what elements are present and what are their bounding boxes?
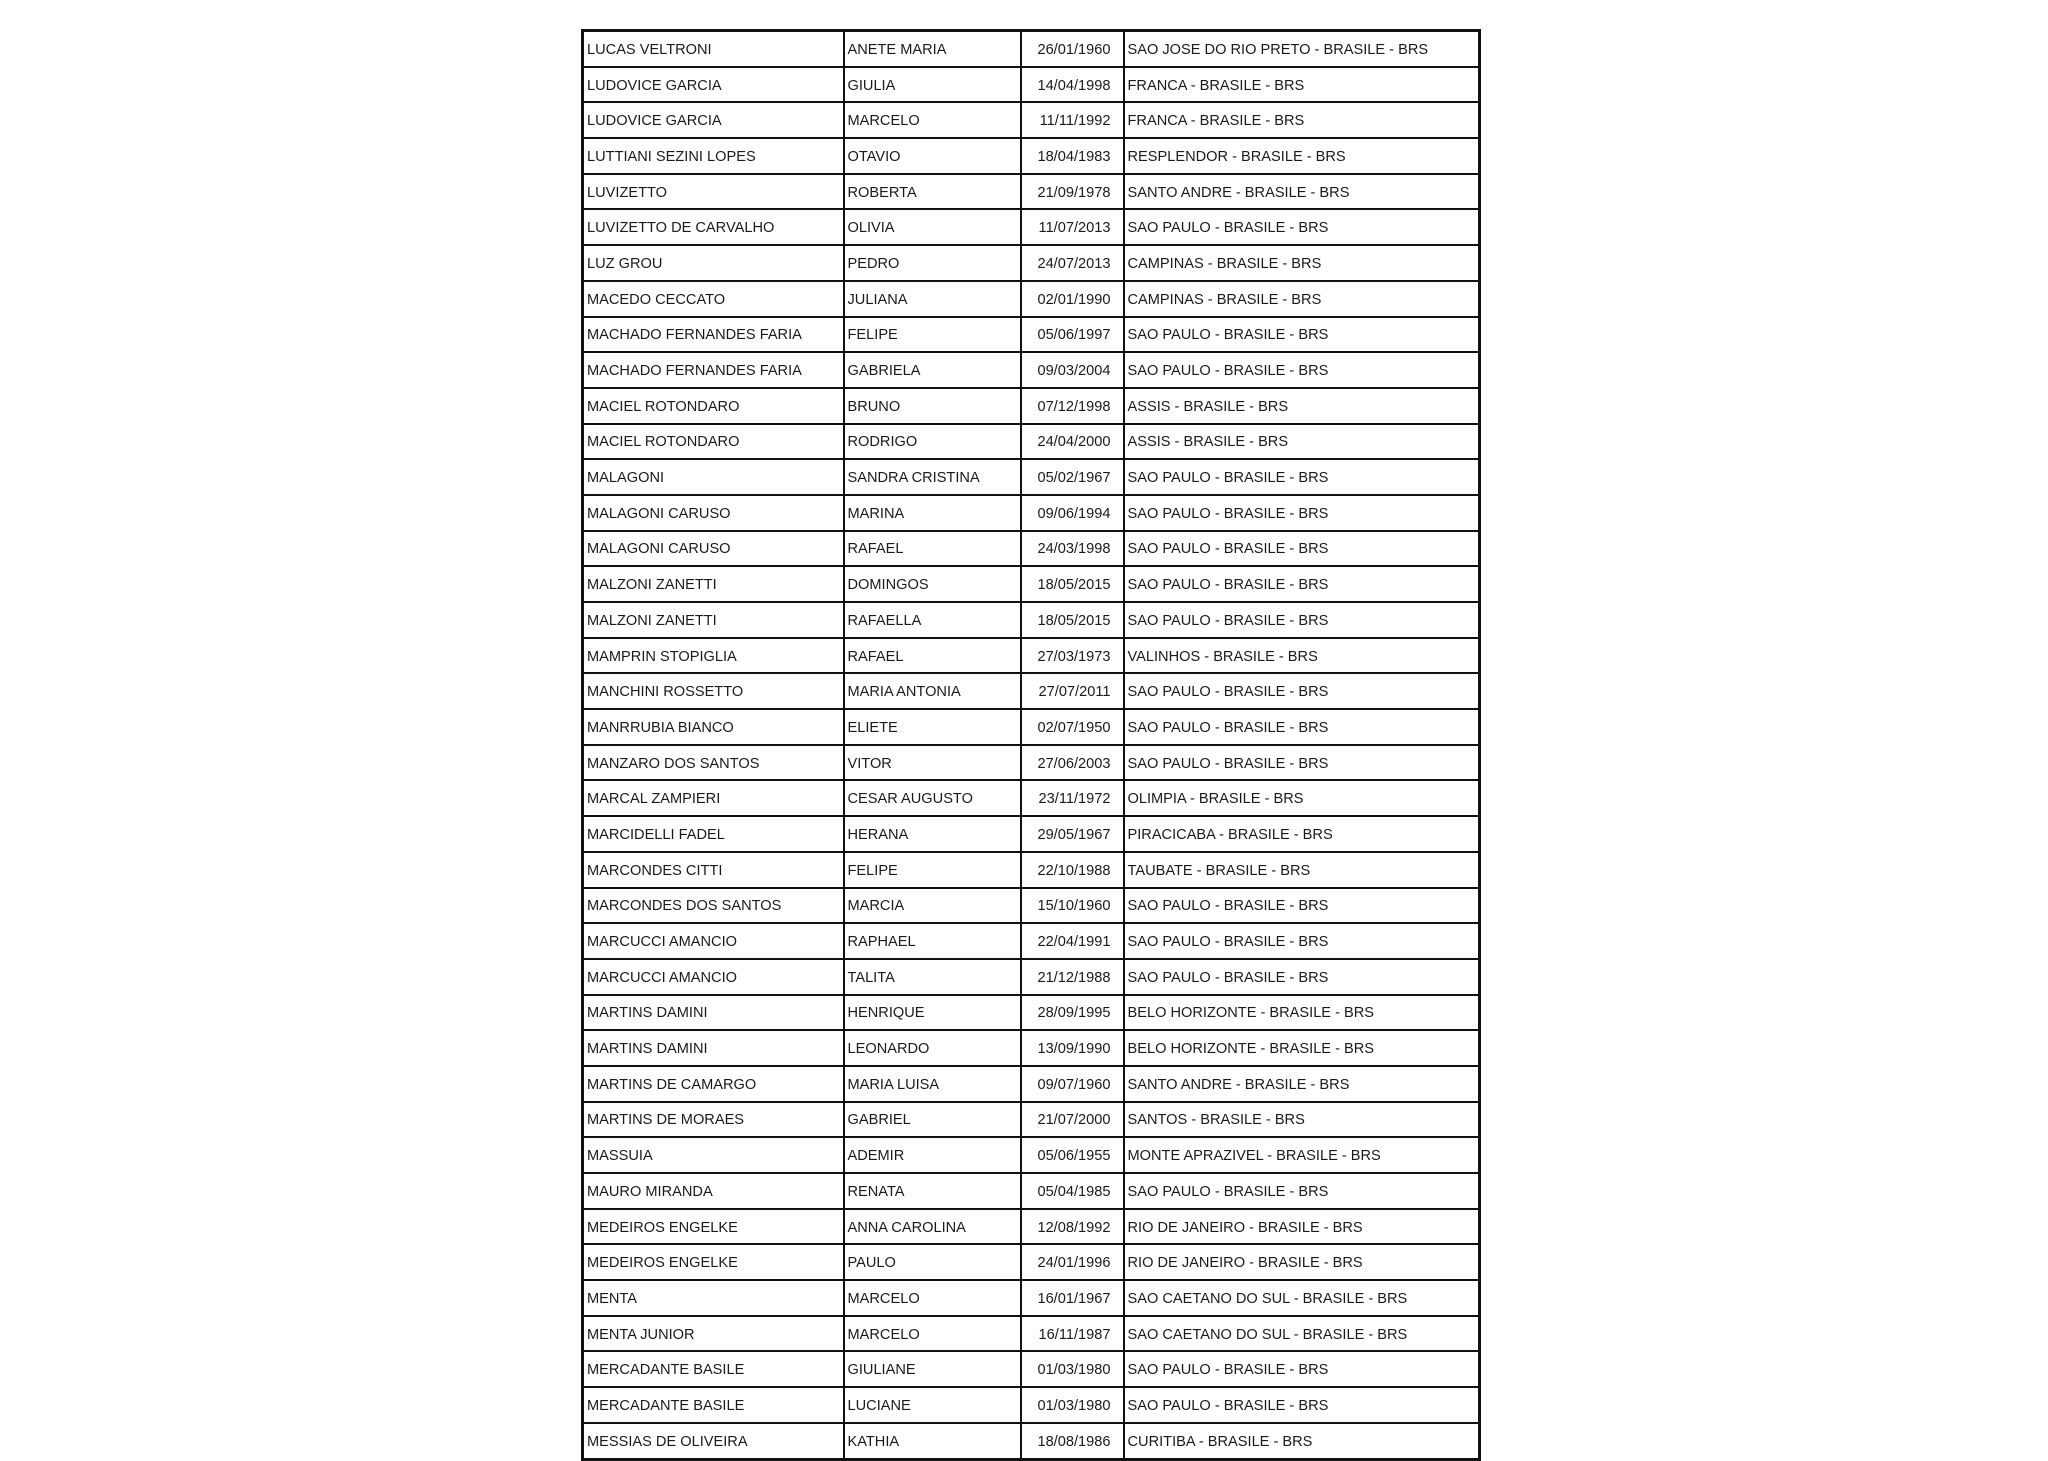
given-name-cell: FELIPE: [844, 317, 1021, 353]
birth-date-cell: 15/10/1960: [1021, 888, 1124, 924]
birth-date-cell: 22/04/1991: [1021, 923, 1124, 959]
table-row: [583, 1280, 1480, 1316]
surname-cell: MALAGONI: [583, 459, 844, 495]
surname-cell: MARCUCCI AMANCIO: [583, 959, 844, 995]
surname-cell: LUVIZETTO DE CARVALHO: [583, 209, 844, 245]
table-row: [583, 352, 1480, 388]
given-name-cell: MARCIA: [844, 888, 1021, 924]
birth-date-cell: 18/05/2015: [1021, 566, 1124, 602]
given-name-cell: ADEMIR: [844, 1137, 1021, 1173]
birthplace-cell: SAO PAULO - BRASILE - BRS: [1124, 531, 1480, 567]
birthplace-cell: FRANCA - BRASILE - BRS: [1124, 102, 1480, 138]
birth-date-cell: 14/04/1998: [1021, 67, 1124, 103]
birth-date-cell: 27/07/2011: [1021, 673, 1124, 709]
birth-date-cell: 27/06/2003: [1021, 745, 1124, 781]
table-row: [583, 852, 1480, 888]
birth-date-cell: 02/07/1950: [1021, 709, 1124, 745]
birthplace-cell: CAMPINAS - BRASILE - BRS: [1124, 281, 1480, 317]
given-name-cell: MARCELO: [844, 1316, 1021, 1352]
birthplace-cell: CURITIBA - BRASILE - BRS: [1124, 1423, 1480, 1459]
birth-date-cell: 18/05/2015: [1021, 602, 1124, 638]
given-name-cell: BRUNO: [844, 388, 1021, 424]
given-name-cell: MARIA LUISA: [844, 1066, 1021, 1102]
birthplace-cell: SAO PAULO - BRASILE - BRS: [1124, 745, 1480, 781]
birthplace-cell: OLIMPIA - BRASILE - BRS: [1124, 780, 1480, 816]
given-name-cell: MARIA ANTONIA: [844, 673, 1021, 709]
birthplace-cell: SAO PAULO - BRASILE - BRS: [1124, 888, 1480, 924]
surname-cell: MEDEIROS ENGELKE: [583, 1209, 844, 1245]
birth-date-cell: 27/03/1973: [1021, 638, 1124, 674]
birth-date-cell: 21/12/1988: [1021, 959, 1124, 995]
table-row: [583, 138, 1480, 174]
table-row: [583, 1030, 1480, 1066]
surname-cell: LUDOVICE GARCIA: [583, 67, 844, 103]
table-row: [583, 209, 1480, 245]
birth-date-cell: 12/08/1992: [1021, 1209, 1124, 1245]
birth-date-cell: 11/07/2013: [1021, 209, 1124, 245]
birth-date-cell: 23/11/1972: [1021, 780, 1124, 816]
given-name-cell: MARCELO: [844, 102, 1021, 138]
given-name-cell: OTAVIO: [844, 138, 1021, 174]
surname-cell: MALZONI ZANETTI: [583, 566, 844, 602]
surname-cell: MARTINS DE MORAES: [583, 1102, 844, 1138]
surname-cell: MASSUIA: [583, 1137, 844, 1173]
birthplace-cell: SAO PAULO - BRASILE - BRS: [1124, 1351, 1480, 1387]
birthplace-cell: SAO PAULO - BRASILE - BRS: [1124, 673, 1480, 709]
surname-cell: MENTA JUNIOR: [583, 1316, 844, 1352]
birthplace-cell: SAO PAULO - BRASILE - BRS: [1124, 709, 1480, 745]
given-name-cell: VITOR: [844, 745, 1021, 781]
surname-cell: MESSIAS DE OLIVEIRA: [583, 1423, 844, 1459]
birthplace-cell: SAO PAULO - BRASILE - BRS: [1124, 566, 1480, 602]
given-name-cell: JULIANA: [844, 281, 1021, 317]
given-name-cell: RAFAEL: [844, 531, 1021, 567]
birth-date-cell: 24/07/2013: [1021, 245, 1124, 281]
given-name-cell: RAFAEL: [844, 638, 1021, 674]
birthplace-cell: SAO PAULO - BRASILE - BRS: [1124, 209, 1480, 245]
table-row: [583, 281, 1480, 317]
surname-cell: MACIEL ROTONDARO: [583, 388, 844, 424]
given-name-cell: GABRIELA: [844, 352, 1021, 388]
surname-cell: LUCAS VELTRONI: [583, 31, 844, 67]
surname-cell: MAMPRIN STOPIGLIA: [583, 638, 844, 674]
given-name-cell: RAPHAEL: [844, 923, 1021, 959]
surname-cell: MACHADO FERNANDES FARIA: [583, 352, 844, 388]
given-name-cell: GIULIA: [844, 67, 1021, 103]
table-row: [583, 1387, 1480, 1423]
birth-date-cell: 11/11/1992: [1021, 102, 1124, 138]
birthplace-cell: ASSIS - BRASILE - BRS: [1124, 388, 1480, 424]
birth-date-cell: 16/11/1987: [1021, 1316, 1124, 1352]
given-name-cell: LEONARDO: [844, 1030, 1021, 1066]
given-name-cell: PAULO: [844, 1244, 1021, 1280]
table-row: [583, 424, 1480, 460]
birth-date-cell: 24/04/2000: [1021, 424, 1124, 460]
birth-date-cell: 29/05/1967: [1021, 816, 1124, 852]
birth-date-cell: 21/09/1978: [1021, 174, 1124, 210]
given-name-cell: MARINA: [844, 495, 1021, 531]
birthplace-cell: SAO PAULO - BRASILE - BRS: [1124, 459, 1480, 495]
surname-cell: LUTTIANI SEZINI LOPES: [583, 138, 844, 174]
given-name-cell: RODRIGO: [844, 424, 1021, 460]
table-row: [583, 495, 1480, 531]
surname-cell: MANRRUBIA BIANCO: [583, 709, 844, 745]
table-row: [583, 602, 1480, 638]
birthplace-cell: SAO PAULO - BRASILE - BRS: [1124, 1173, 1480, 1209]
birth-date-cell: 09/07/1960: [1021, 1066, 1124, 1102]
given-name-cell: ANNA CAROLINA: [844, 1209, 1021, 1245]
surname-cell: MANCHINI ROSSETTO: [583, 673, 844, 709]
surname-cell: MARCONDES CITTI: [583, 852, 844, 888]
birthplace-cell: SANTO ANDRE - BRASILE - BRS: [1124, 1066, 1480, 1102]
birthplace-cell: SAO PAULO - BRASILE - BRS: [1124, 352, 1480, 388]
given-name-cell: LUCIANE: [844, 1387, 1021, 1423]
table-row: [583, 923, 1480, 959]
given-name-cell: HENRIQUE: [844, 995, 1021, 1031]
surname-cell: LUVIZETTO: [583, 174, 844, 210]
table-row: [583, 1066, 1480, 1102]
table-row: [583, 388, 1480, 424]
birth-date-cell: 18/04/1983: [1021, 138, 1124, 174]
birthplace-cell: MONTE APRAZIVEL - BRASILE - BRS: [1124, 1137, 1480, 1173]
birth-date-cell: 05/06/1997: [1021, 317, 1124, 353]
table-row: [583, 1173, 1480, 1209]
surname-cell: MARTINS DAMINI: [583, 1030, 844, 1066]
birthplace-cell: SAO PAULO - BRASILE - BRS: [1124, 317, 1480, 353]
birthplace-cell: SAO CAETANO DO SUL - BRASILE - BRS: [1124, 1280, 1480, 1316]
table-row: [583, 888, 1480, 924]
birthplace-cell: SANTOS - BRASILE - BRS: [1124, 1102, 1480, 1138]
birthplace-cell: VALINHOS - BRASILE - BRS: [1124, 638, 1480, 674]
birth-date-cell: 22/10/1988: [1021, 852, 1124, 888]
surname-cell: MALAGONI CARUSO: [583, 531, 844, 567]
surname-cell: MERCADANTE BASILE: [583, 1351, 844, 1387]
table-row: [583, 1244, 1480, 1280]
given-name-cell: MARCELO: [844, 1280, 1021, 1316]
table-row: [583, 816, 1480, 852]
table-row: [583, 1423, 1480, 1459]
birth-date-cell: 26/01/1960: [1021, 31, 1124, 67]
surname-cell: MACIEL ROTONDARO: [583, 424, 844, 460]
birth-date-cell: 01/03/1980: [1021, 1387, 1124, 1423]
birthplace-cell: TAUBATE - BRASILE - BRS: [1124, 852, 1480, 888]
table-row: [583, 673, 1480, 709]
table-row: [583, 1102, 1480, 1138]
given-name-cell: GABRIEL: [844, 1102, 1021, 1138]
given-name-cell: CESAR AUGUSTO: [844, 780, 1021, 816]
birthplace-cell: PIRACICABA - BRASILE - BRS: [1124, 816, 1480, 852]
surname-cell: MALZONI ZANETTI: [583, 602, 844, 638]
surname-cell: MALAGONI CARUSO: [583, 495, 844, 531]
table-row: [583, 67, 1480, 103]
table-row: [583, 531, 1480, 567]
surname-cell: MACEDO CECCATO: [583, 281, 844, 317]
birthplace-cell: SANTO ANDRE - BRASILE - BRS: [1124, 174, 1480, 210]
given-name-cell: RENATA: [844, 1173, 1021, 1209]
given-name-cell: DOMINGOS: [844, 566, 1021, 602]
birthplace-cell: SAO PAULO - BRASILE - BRS: [1124, 959, 1480, 995]
birth-date-cell: 09/03/2004: [1021, 352, 1124, 388]
given-name-cell: PEDRO: [844, 245, 1021, 281]
table-row: [583, 1209, 1480, 1245]
birthplace-cell: RIO DE JANEIRO - BRASILE - BRS: [1124, 1209, 1480, 1245]
surname-cell: MARCUCCI AMANCIO: [583, 923, 844, 959]
birth-date-cell: 28/09/1995: [1021, 995, 1124, 1031]
surname-cell: MACHADO FERNANDES FARIA: [583, 317, 844, 353]
surname-cell: LUZ GROU: [583, 245, 844, 281]
birthplace-cell: FRANCA - BRASILE - BRS: [1124, 67, 1480, 103]
table-row: [583, 566, 1480, 602]
birth-date-cell: 18/08/1986: [1021, 1423, 1124, 1459]
birth-date-cell: 05/02/1967: [1021, 459, 1124, 495]
birthplace-cell: RESPLENDOR - BRASILE - BRS: [1124, 138, 1480, 174]
table-row: [583, 780, 1480, 816]
birth-date-cell: 24/03/1998: [1021, 531, 1124, 567]
table-row: [583, 317, 1480, 353]
given-name-cell: SANDRA CRISTINA: [844, 459, 1021, 495]
given-name-cell: HERANA: [844, 816, 1021, 852]
birthplace-cell: SAO PAULO - BRASILE - BRS: [1124, 495, 1480, 531]
birth-date-cell: 07/12/1998: [1021, 388, 1124, 424]
birthplace-cell: SAO PAULO - BRASILE - BRS: [1124, 602, 1480, 638]
register-table-body: [583, 31, 1480, 1460]
surname-cell: MARCONDES DOS SANTOS: [583, 888, 844, 924]
table-row: [583, 31, 1480, 67]
surname-cell: MENTA: [583, 1280, 844, 1316]
birth-date-cell: 05/04/1985: [1021, 1173, 1124, 1209]
table-row: [583, 1316, 1480, 1352]
birth-date-cell: 09/06/1994: [1021, 495, 1124, 531]
surname-cell: MARTINS DAMINI: [583, 995, 844, 1031]
given-name-cell: GIULIANE: [844, 1351, 1021, 1387]
surname-cell: MEDEIROS ENGELKE: [583, 1244, 844, 1280]
birthplace-cell: SAO JOSE DO RIO PRETO - BRASILE - BRS: [1124, 31, 1480, 67]
birthplace-cell: SAO PAULO - BRASILE - BRS: [1124, 923, 1480, 959]
table-row: [583, 245, 1480, 281]
surname-cell: MERCADANTE BASILE: [583, 1387, 844, 1423]
birth-date-cell: 21/07/2000: [1021, 1102, 1124, 1138]
table-row: [583, 745, 1480, 781]
birthplace-cell: SAO PAULO - BRASILE - BRS: [1124, 1387, 1480, 1423]
given-name-cell: KATHIA: [844, 1423, 1021, 1459]
birthplace-cell: ASSIS - BRASILE - BRS: [1124, 424, 1480, 460]
birthplace-cell: BELO HORIZONTE - BRASILE - BRS: [1124, 995, 1480, 1031]
given-name-cell: FELIPE: [844, 852, 1021, 888]
table-row: [583, 459, 1480, 495]
table-row: [583, 174, 1480, 210]
given-name-cell: ELIETE: [844, 709, 1021, 745]
birth-date-cell: 01/03/1980: [1021, 1351, 1124, 1387]
table-row: [583, 995, 1480, 1031]
surname-cell: MARCIDELLI FADEL: [583, 816, 844, 852]
given-name-cell: ROBERTA: [844, 174, 1021, 210]
given-name-cell: ANETE MARIA: [844, 31, 1021, 67]
surname-cell: MARTINS DE CAMARGO: [583, 1066, 844, 1102]
given-name-cell: RAFAELLA: [844, 602, 1021, 638]
table-row: [583, 102, 1480, 138]
birth-date-cell: 02/01/1990: [1021, 281, 1124, 317]
birthplace-cell: RIO DE JANEIRO - BRASILE - BRS: [1124, 1244, 1480, 1280]
table-row: [583, 1351, 1480, 1387]
birth-date-cell: 16/01/1967: [1021, 1280, 1124, 1316]
surname-cell: LUDOVICE GARCIA: [583, 102, 844, 138]
table-row: [583, 709, 1480, 745]
given-name-cell: OLIVIA: [844, 209, 1021, 245]
surname-cell: MANZARO DOS SANTOS: [583, 745, 844, 781]
birthplace-cell: SAO CAETANO DO SUL - BRASILE - BRS: [1124, 1316, 1480, 1352]
register-table: [581, 29, 1481, 1461]
birth-date-cell: 05/06/1955: [1021, 1137, 1124, 1173]
table-row: [583, 959, 1480, 995]
table-row: [583, 1137, 1480, 1173]
surname-cell: MARCAL ZAMPIERI: [583, 780, 844, 816]
surname-cell: MAURO MIRANDA: [583, 1173, 844, 1209]
birth-date-cell: 24/01/1996: [1021, 1244, 1124, 1280]
given-name-cell: TALITA: [844, 959, 1021, 995]
birth-date-cell: 13/09/1990: [1021, 1030, 1124, 1066]
table-row: [583, 638, 1480, 674]
birthplace-cell: CAMPINAS - BRASILE - BRS: [1124, 245, 1480, 281]
birthplace-cell: BELO HORIZONTE - BRASILE - BRS: [1124, 1030, 1480, 1066]
